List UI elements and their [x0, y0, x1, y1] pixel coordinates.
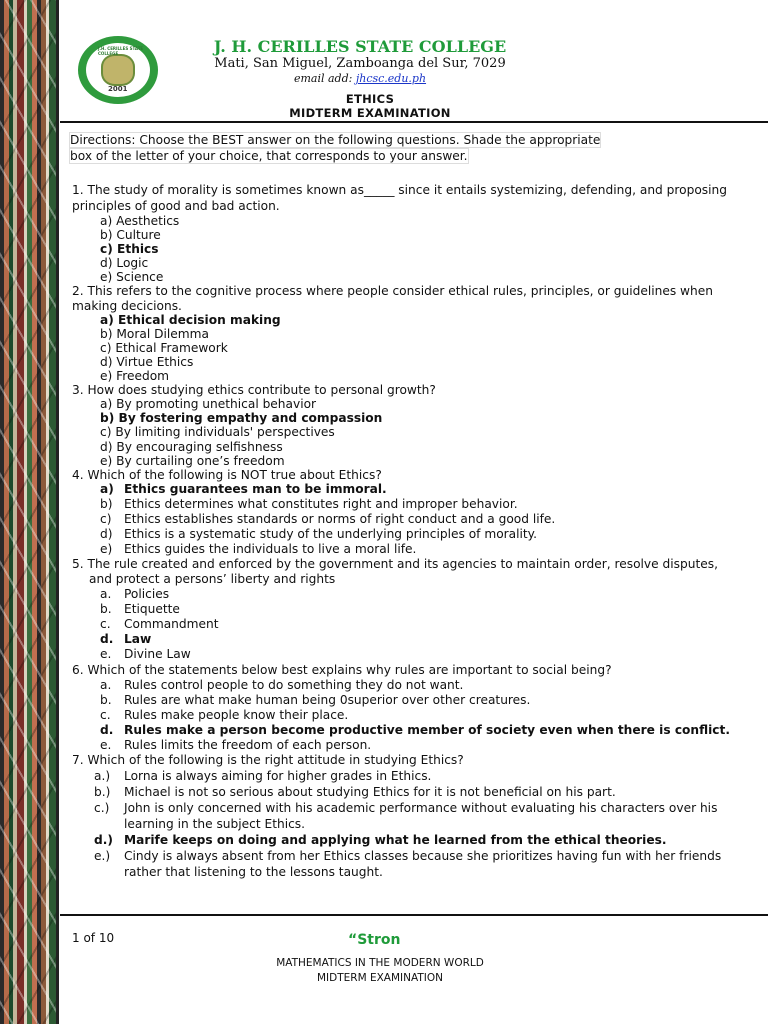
option-letter: a.: [100, 677, 112, 692]
option-letter: b.: [100, 692, 112, 707]
option-letter: e): [100, 541, 113, 556]
option-a[interactable]: a) Aesthetics: [100, 214, 180, 228]
option-letter: b.: [100, 601, 112, 616]
option-a[interactable]: [72, 678, 742, 693]
option-letter: d.): [94, 832, 113, 847]
question-text: 2. This refers to the cognitive process where people consider ethical rules, principles, or guidelines when making decicions.: [72, 284, 713, 313]
option-d[interactable]: [72, 632, 742, 647]
option-d[interactable]: [72, 832, 742, 848]
option-c[interactable]: [72, 617, 742, 632]
option-text: Ethics establishes standards or norms of right conduct and a good life.: [124, 511, 556, 526]
option-text: Rules make a person become productive member of society even when there is conflict.: [124, 722, 730, 737]
option-e[interactable]: [72, 738, 742, 753]
exam-heading: [160, 92, 580, 120]
header-divider: [60, 121, 768, 123]
option-text: Commandment: [124, 616, 219, 631]
option-letter: d.: [100, 722, 114, 737]
option-d[interactable]: [72, 527, 742, 542]
option-letter: c.): [94, 800, 110, 815]
email-link[interactable]: jhcsc.edu.ph: [355, 72, 427, 85]
option-e[interactable]: e) By curtailing one’s freedom: [100, 453, 285, 468]
question-1: [72, 182, 742, 284]
option-b[interactable]: [72, 497, 742, 512]
directions-line-1: Directions: Choose the BEST answer on the following questions. Shade the appropriate: [70, 133, 601, 147]
option-text: Divine Law: [124, 646, 191, 661]
option-d[interactable]: d) Logic: [100, 256, 149, 271]
footer-text: [200, 956, 560, 986]
option-letter: c.: [100, 616, 111, 631]
exam-title: MIDTERM EXAMINATION: [289, 106, 451, 120]
option-text: Law: [124, 631, 152, 646]
option-text: Etiquette: [124, 601, 180, 616]
option-letter: a.: [100, 586, 112, 601]
option-c[interactable]: c) Ethical Framework: [100, 340, 228, 355]
option-a[interactable]: a) By promoting unethical behavior: [100, 397, 317, 412]
option-letter: e.: [100, 646, 112, 661]
option-letter: d.: [100, 631, 114, 646]
option-text: Rules limits the freedom of each person.: [124, 737, 372, 752]
option-text: Policies: [124, 586, 170, 601]
question-list: [72, 182, 742, 880]
option-letter: e.): [94, 848, 111, 863]
option-e[interactable]: [72, 542, 742, 557]
option-letter: a.): [94, 768, 111, 783]
directions: [70, 132, 698, 164]
option-b[interactable]: b) Culture: [100, 228, 161, 243]
option-text: Ethics guarantees man to be immoral.: [124, 481, 387, 496]
college-address: Mati, San Miguel, Zamboanga del Sur, 7029: [214, 56, 506, 71]
directions-line-2: box of the letter of your choice, that corresponds to your answer.: [70, 149, 468, 163]
question-text: 3. How does studying ethics contribute to personal growth?: [72, 383, 436, 398]
option-letter: c): [100, 511, 112, 526]
option-text: Marife keeps on doing and applying what he learned from the ethical theories.: [124, 832, 667, 847]
question-2: [72, 284, 742, 383]
option-a[interactable]: [72, 482, 742, 497]
option-e[interactable]: [72, 848, 742, 880]
question-7: [72, 753, 742, 880]
page-number: 1 of 10: [72, 931, 115, 945]
option-text: Rules are what make human being 0superior over other creatures.: [124, 692, 531, 707]
logo-year: 2001: [108, 85, 128, 93]
subject-title: ETHICS: [345, 92, 395, 106]
option-text: Cindy is always absent from her Ethics classes because she prioritizes having fun with her friends rather that listening to the lessons taught.: [124, 848, 722, 879]
question-text: 5. The rule created and enforced by the government and its agencies to maintain order, resolve disputes, and protect a persons’ liberty and rights: [72, 556, 718, 586]
college-logo: [78, 36, 158, 104]
option-a[interactable]: a) Ethical decision making: [100, 312, 281, 327]
option-e[interactable]: [72, 647, 742, 662]
option-b[interactable]: [72, 693, 742, 708]
option-text: Ethics is a systematic study of the underlying principles of morality.: [124, 526, 538, 541]
college-name: J. H. CERILLES STATE COLLEGE: [213, 37, 507, 56]
option-text: Ethics determines what constitutes right and improper behavior.: [124, 496, 518, 511]
question-text: 4. Which of the following is NOT true about Ethics?: [72, 467, 382, 482]
option-text: Lorna is always aiming for higher grades in Ethics.: [124, 768, 432, 783]
option-d[interactable]: d) Virtue Ethics: [100, 354, 194, 369]
question-text: 1. The study of morality is sometimes known as_____ since it entails systemizing, defending, and proposing principles of good and bad action.: [72, 183, 727, 213]
logo-ring: [86, 43, 150, 97]
option-text: Rules control people to do something they do not want.: [124, 677, 464, 692]
question-4: [72, 468, 742, 557]
question-3: [72, 383, 742, 468]
option-c[interactable]: c) Ethics: [100, 242, 159, 257]
option-d[interactable]: d) By encouraging selfishness: [100, 439, 283, 454]
college-email: [160, 72, 560, 85]
motto-text: “Stron: [348, 932, 401, 948]
option-b[interactable]: b) Moral Dilemma: [100, 326, 209, 341]
option-letter: e.: [100, 737, 112, 752]
option-letter: d): [100, 526, 113, 541]
option-d[interactable]: [72, 723, 742, 738]
footer-line-1: MATHEMATICS IN THE MODERN WORLD: [276, 957, 484, 969]
question-text: 7. Which of the following is the right attitude in studying Ethics?: [72, 752, 464, 767]
option-letter: c.: [100, 707, 111, 722]
question-5: [72, 557, 742, 662]
option-text: John is only concerned with his academic performance without evaluating his characters over his learning in the subject Ethics.: [124, 800, 718, 831]
option-b[interactable]: [72, 784, 742, 800]
logo-seal: [101, 54, 135, 86]
border-edge: [56, 0, 59, 1024]
option-text: Michael is not so serious about studying Ethics for it is not beneficial on his part.: [124, 784, 616, 799]
option-e[interactable]: e) Science: [100, 270, 164, 285]
option-letter: a): [100, 481, 114, 496]
option-letter: b.): [94, 784, 111, 799]
option-a[interactable]: [72, 768, 742, 784]
decorative-border: [0, 0, 56, 1024]
logo-text: J.H. CERILLES STATE COLLEGE: [98, 46, 144, 56]
email-label: email add:: [293, 72, 356, 85]
option-letter: b): [100, 496, 113, 511]
option-a[interactable]: [72, 587, 742, 602]
option-c[interactable]: [72, 800, 742, 832]
option-e[interactable]: e) Freedom: [100, 369, 170, 384]
option-text: Rules make people know their place.: [124, 707, 349, 722]
option-b[interactable]: b) By fostering empathy and compassion: [100, 411, 383, 426]
question-text: 6. Which of the statements below best explains why rules are important to social being?: [72, 662, 612, 677]
footer-line-2: MIDTERM EXAMINATION: [317, 972, 443, 984]
option-c[interactable]: c) By limiting individuals' perspectives: [100, 425, 335, 440]
option-text: Ethics guides the individuals to live a moral life.: [124, 541, 417, 556]
footer-divider: [60, 914, 768, 916]
option-b[interactable]: [72, 602, 742, 617]
option-c[interactable]: [72, 512, 742, 527]
question-6: [72, 662, 742, 753]
option-c[interactable]: [72, 708, 742, 723]
